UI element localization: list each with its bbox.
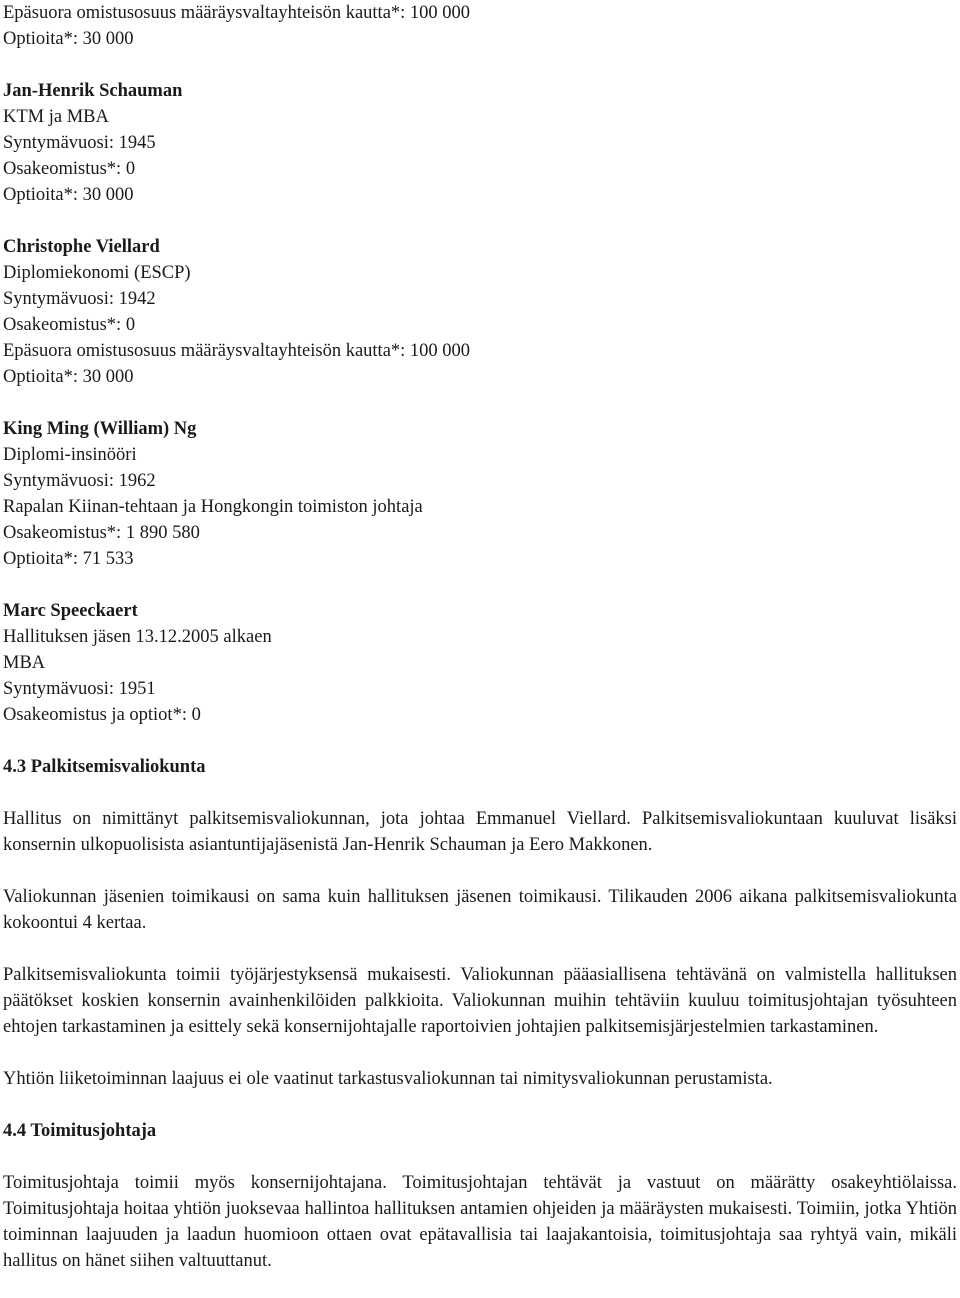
entry-line: Hallituksen jäsen 13.12.2005 alkaen xyxy=(3,627,272,647)
entry-line: Osakeomistus*: 0 xyxy=(3,315,136,335)
spacer xyxy=(3,936,957,962)
member-name: King Ming (William) Ng xyxy=(3,419,197,439)
member-name: Marc Speeckaert xyxy=(3,601,138,621)
entry-line: Epäsuora omistusosuus määräysvaltayhteisön kautta*: 100 000 xyxy=(3,3,471,23)
entry-line: Rapalan Kiinan-tehtaan ja Hongkongin toimiston johtaja xyxy=(3,497,423,517)
paragraph: Toimitusjohtaja toimii myös konsernijohtajana. Toimitusjohtajan tehtävät ja vastuut on määrätty osakeyhtiölaissa. Toimitusjohtaja hoitaa yhtiön juoksevaa hallintoa hallituksen antamien ohjeiden ja määräysten mukaisesti. Toimiin, jotka Yhtiön toiminnan laajuuden ja laadun huomioon ottaen ovat epätavallisia tai laajakantoisia, toimitusjohtaja saa ryhtyä vain, mikäli hallitus on hänet siihen valtuuttanut. xyxy=(3,1173,957,1271)
entry-line: Syntymävuosi: 1942 xyxy=(3,289,156,309)
section-heading-toimitusjohtaja: 4.4 Toimitusjohtaja xyxy=(3,1121,157,1141)
member-entry-viellard xyxy=(3,234,957,390)
entry-line: Osakeomistus*: 0 xyxy=(3,159,136,179)
member-entry-schauman xyxy=(3,78,957,208)
entry-line: Osakeomistus ja optiot*: 0 xyxy=(3,705,201,725)
entry-line: Diplomi-insinööri xyxy=(3,445,137,465)
paragraph: Valiokunnan jäsenien toimikausi on sama kuin hallituksen jäsenen toimikausi. Tilikauden 2006 aikana palkitsemisvaliokunta kokoontui 4 kertaa. xyxy=(3,887,957,933)
spacer xyxy=(3,858,957,884)
entry-line: Epäsuora omistusosuus määräysvaltayhteisön kautta*: 100 000 xyxy=(3,341,471,361)
entry-line: Osakeomistus*: 1 890 580 xyxy=(3,523,200,543)
spacer xyxy=(3,728,957,754)
entry-line: Optioita*: 30 000 xyxy=(3,367,134,387)
entry-line: Syntymävuosi: 1945 xyxy=(3,133,156,153)
spacer xyxy=(3,780,957,806)
member-name: Jan-Henrik Schauman xyxy=(3,81,183,101)
member-entry-speeckaert xyxy=(3,598,957,728)
entry-line: MBA xyxy=(3,653,46,673)
spacer xyxy=(3,1040,957,1066)
spacer xyxy=(3,1144,957,1170)
paragraph: Hallitus on nimittänyt palkitsemisvaliokunnan, jota johtaa Emmanuel Viellard. Palkitsemisvaliokuntaan kuuluvat lisäksi konsernin ulkopuolisista asiantuntijajäsenistä Jan-Henrik Schauman ja Eero Makkonen. xyxy=(3,809,957,855)
document-page xyxy=(3,0,957,1274)
member-entry-ng xyxy=(3,416,957,572)
entry-line: Optioita*: 30 000 xyxy=(3,185,134,205)
entry-line: Syntymävuosi: 1951 xyxy=(3,679,156,699)
entry-line: Syntymävuosi: 1962 xyxy=(3,471,156,491)
spacer xyxy=(3,1092,957,1118)
spacer xyxy=(3,52,957,78)
paragraph: Palkitsemisvaliokunta toimii työjärjestyksensä mukaisesti. Valiokunnan pääasiallisena tehtävänä on valmistella hallituksen päätökset koskien konsernin avainhenkilöiden palkkioita. Valiokunnan muihin tehtäviin kuuluu toimitusjohtajan työsuhteen ehtojen tarkastaminen ja esittely sekä konsernijohtajalle raportoivien johtajien palkitsemisjärjestelmien tarkastaminen. xyxy=(3,965,957,1037)
spacer xyxy=(3,208,957,234)
paragraph: Yhtiön liiketoiminnan laajuus ei ole vaatinut tarkastusvaliokunnan tai nimitysvaliokunnan perustamista. xyxy=(3,1069,773,1089)
section-heading-palkitsemisvaliokunta: 4.3 Palkitsemisvaliokunta xyxy=(3,757,206,777)
top-entry xyxy=(3,0,957,52)
spacer xyxy=(3,390,957,416)
entry-line: KTM ja MBA xyxy=(3,107,109,127)
entry-line: Diplomiekonomi (ESCP) xyxy=(3,263,191,283)
spacer xyxy=(3,572,957,598)
member-name: Christophe Viellard xyxy=(3,237,160,257)
entry-line: Optioita*: 71 533 xyxy=(3,549,134,569)
entry-line: Optioita*: 30 000 xyxy=(3,29,134,49)
